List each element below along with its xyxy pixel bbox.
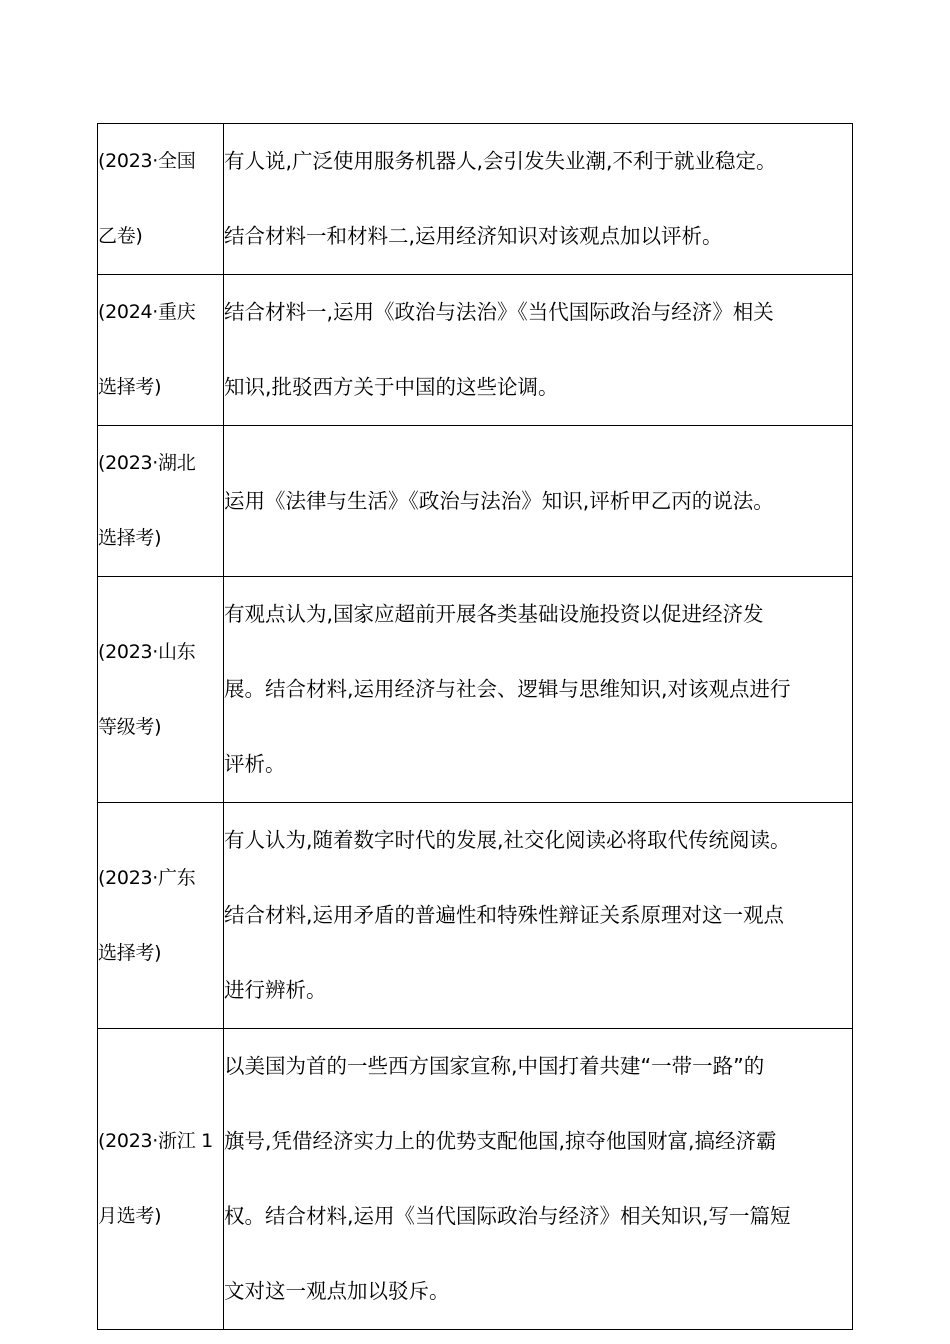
question-line: 结合材料,运用矛盾的普遍性和特殊性辩证关系原理对这一观点 bbox=[224, 903, 785, 927]
question-line: 有人认为,随着数字时代的发展,社交化阅读必将取代传统阅读。 bbox=[224, 828, 791, 852]
source-line: 选择考) bbox=[98, 941, 162, 964]
table-row bbox=[98, 803, 853, 1029]
source-line: (2023·湖北 bbox=[98, 452, 196, 474]
source-line: 等级考) bbox=[98, 715, 162, 738]
question-cell bbox=[224, 803, 853, 1029]
source-cell bbox=[98, 577, 224, 803]
question-line: 展。结合材料,运用经济与社会、逻辑与思维知识,对该观点进行 bbox=[224, 677, 791, 701]
source-cell bbox=[98, 426, 224, 577]
question-line: 知识,批驳西方关于中国的这些论调。 bbox=[224, 375, 559, 399]
question-line: 文对这一观点加以驳斥。 bbox=[224, 1279, 450, 1303]
table-row bbox=[98, 275, 853, 426]
question-line: 结合材料一,运用《政治与法治》《当代国际政治与经济》相关 bbox=[224, 300, 774, 324]
question-cell bbox=[224, 426, 853, 577]
source-line: 选择考) bbox=[98, 527, 162, 549]
source-cell bbox=[98, 124, 224, 275]
table-row bbox=[98, 1029, 853, 1330]
question-line: 以美国为首的一些西方国家宣称,中国打着共建“一带一路”的 bbox=[224, 1054, 765, 1078]
source-line: (2023·山东 bbox=[98, 640, 196, 663]
source-cell bbox=[98, 803, 224, 1029]
question-line: 结合材料一和材料二,运用经济知识对该观点加以评析。 bbox=[224, 224, 723, 248]
source-line: 乙卷) bbox=[98, 225, 143, 247]
question-line: 评析。 bbox=[224, 752, 286, 776]
table-row bbox=[98, 426, 853, 577]
question-line: 进行辨析。 bbox=[224, 978, 327, 1002]
source-line: (2023·全国 bbox=[98, 150, 196, 172]
question-line: 有观点认为,国家应超前开展各类基础设施投资以促进经济发 bbox=[224, 602, 764, 626]
question-line: 运用《法律与生活》《政治与法治》知识,评析甲乙丙的说法。 bbox=[224, 488, 774, 513]
question-cell bbox=[224, 1029, 853, 1330]
question-line: 有人说,广泛使用服务机器人,会引发失业潮,不利于就业稳定。 bbox=[224, 149, 777, 173]
question-cell bbox=[224, 577, 853, 803]
question-source-table bbox=[97, 123, 853, 1330]
question-cell bbox=[224, 124, 853, 275]
question-line: 旗号,凭借经济实力上的优势支配他国,掠夺他国财富,搞经济霸 bbox=[224, 1129, 777, 1153]
source-line: (2023·广东 bbox=[98, 866, 196, 889]
table-row bbox=[98, 577, 853, 803]
source-cell bbox=[98, 1029, 224, 1330]
question-line: 权。结合材料,运用《当代国际政治与经济》相关知识,写一篇短 bbox=[224, 1204, 791, 1228]
source-line: 选择考) bbox=[98, 376, 162, 398]
source-line: (2023·浙江 1 bbox=[98, 1130, 213, 1152]
table-row bbox=[98, 124, 853, 275]
source-cell bbox=[98, 275, 224, 426]
source-line: (2024·重庆 bbox=[98, 301, 196, 323]
question-cell bbox=[224, 275, 853, 426]
source-line: 月选考) bbox=[98, 1205, 162, 1227]
